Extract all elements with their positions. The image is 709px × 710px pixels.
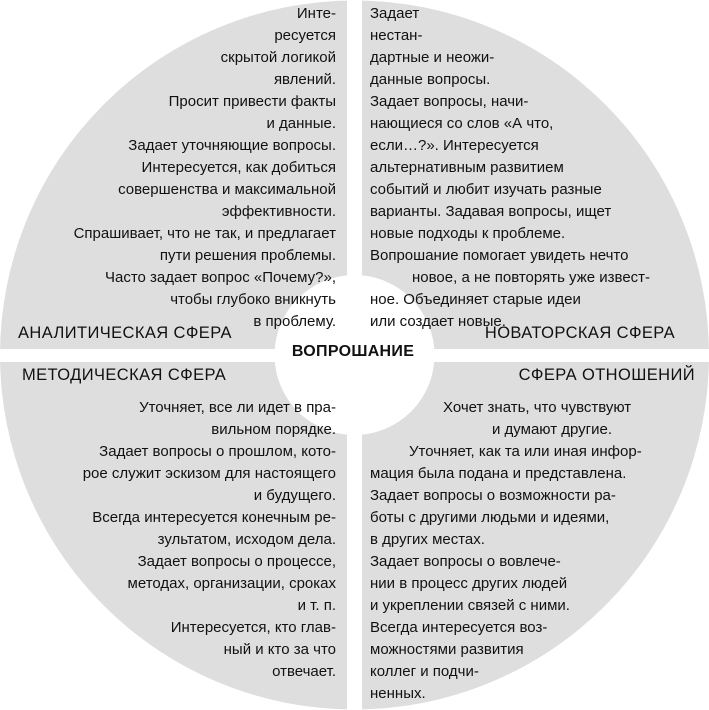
innovative-line: Вопрошание помогает увидеть нечто [370, 247, 629, 264]
methodical-line: Задает вопросы о прошлом, кото- [99, 443, 336, 460]
relations-line: и укреплении связей с ними. [370, 597, 570, 614]
relations-line: коллег и подчи- [370, 663, 479, 680]
innovative-line: ное. Объединяет старые идеи [370, 291, 581, 308]
innovative-line: данные вопросы. [370, 71, 491, 88]
innovative-line: варианты. Задавая вопросы, ищет [370, 203, 612, 220]
methodical-line: и т. п. [297, 597, 336, 614]
relations-line: боты с другими людьми и идеями, [370, 509, 610, 526]
relations-line: в других местах. [370, 531, 485, 548]
analytic-line: в проблему. [253, 313, 336, 330]
analytic-line: совершенства и максимальной [118, 181, 336, 198]
relations-sphere-text [370, 397, 700, 705]
innovative-line: событий и любит изучать разные [370, 181, 602, 198]
relations-line: ненных. [370, 685, 426, 702]
innovative-line: нающиеся со слов «А что, [370, 115, 554, 132]
methodical-sphere-text [10, 397, 336, 683]
innovative-line: нестан- [370, 27, 423, 44]
relations-line: Уточняет, как та или иная инфор- [409, 443, 642, 460]
methodical-line: зультатом, исходом дела. [157, 531, 336, 548]
relations-line: мация была подана и представлена. [370, 465, 627, 482]
center-label: ВОПРОШАНИЕ [291, 343, 415, 360]
methodical-line: методах, организации, сроках [127, 575, 336, 592]
analytic-sphere-title: АНАЛИТИЧЕСКАЯ СФЕРА [18, 324, 232, 342]
analytic-line: чтобы глубоко вникнуть [170, 291, 336, 308]
innovative-line: альтернативным развитием [370, 159, 564, 176]
methodical-line: рое служит эскизом для настоящего [82, 465, 336, 482]
analytic-line: скрытой логикой [220, 49, 336, 66]
analytic-line: пути решения проблемы. [159, 247, 336, 264]
methodical-line: Всегда интересуется конечным ре- [92, 509, 336, 526]
relations-sphere-title: СФЕРА ОТНОШЕНИЙ [518, 366, 695, 384]
analytic-line: Спрашивает, что не так, и предлагает [73, 225, 336, 242]
methodical-line: Интересуется, кто глав- [170, 619, 336, 636]
relations-line: можностями развития [370, 641, 524, 658]
innovative-line: или создает новые. [370, 313, 506, 330]
innovative-line: новое, а не повторять уже извест- [412, 269, 651, 286]
methodical-line: вильном порядке. [211, 421, 336, 438]
methodical-line: отвечает. [272, 663, 336, 680]
methodical-line: ный и кто за что [223, 641, 336, 658]
analytic-line: и данные. [266, 115, 336, 132]
relations-line: нии в процесс других людей [370, 575, 568, 592]
innovative-line: если…?». Интересуется [370, 137, 539, 154]
analytic-line: Просит привести факты [168, 93, 336, 110]
analytic-line: ресуется [274, 27, 336, 44]
innovative-line: Задает вопросы, начи- [370, 93, 529, 110]
methodical-line: и будущего. [253, 487, 336, 504]
methodical-line: Уточняет, все ли идет в пра- [139, 399, 336, 416]
relations-line: Хочет знать, что чувствуют [443, 399, 632, 416]
innovative-sphere-text [370, 3, 700, 333]
innovative-line: Задает [370, 5, 420, 22]
relations-line: Задает вопросы о вовлече- [370, 553, 561, 570]
relations-line: и думают другие. [492, 421, 613, 438]
innovative-line: дартные и неожи- [370, 49, 495, 66]
relations-line: Задает вопросы о возможности ра- [370, 487, 616, 504]
analytic-line: Задает уточняющие вопросы. [128, 137, 336, 154]
innovative-line: новые подходы к проблеме. [370, 225, 566, 242]
innovative-sphere-title: НОВАТОРСКАЯ СФЕРА [484, 324, 675, 342]
analytic-sphere-text [10, 3, 336, 333]
methodical-sphere-title: МЕТОДИЧЕСКАЯ СФЕРА [22, 366, 227, 384]
relations-line: Всегда интересуется воз- [370, 619, 548, 636]
analytic-line: явлений. [273, 71, 336, 88]
analytic-line: Часто задает вопрос «Почему?», [105, 269, 336, 286]
analytic-line: эффективности. [221, 203, 336, 220]
analytic-line: Интересуется, как добиться [141, 159, 336, 176]
analytic-line: Инте- [296, 5, 336, 22]
methodical-line: Задает вопросы о процессе, [137, 553, 336, 570]
